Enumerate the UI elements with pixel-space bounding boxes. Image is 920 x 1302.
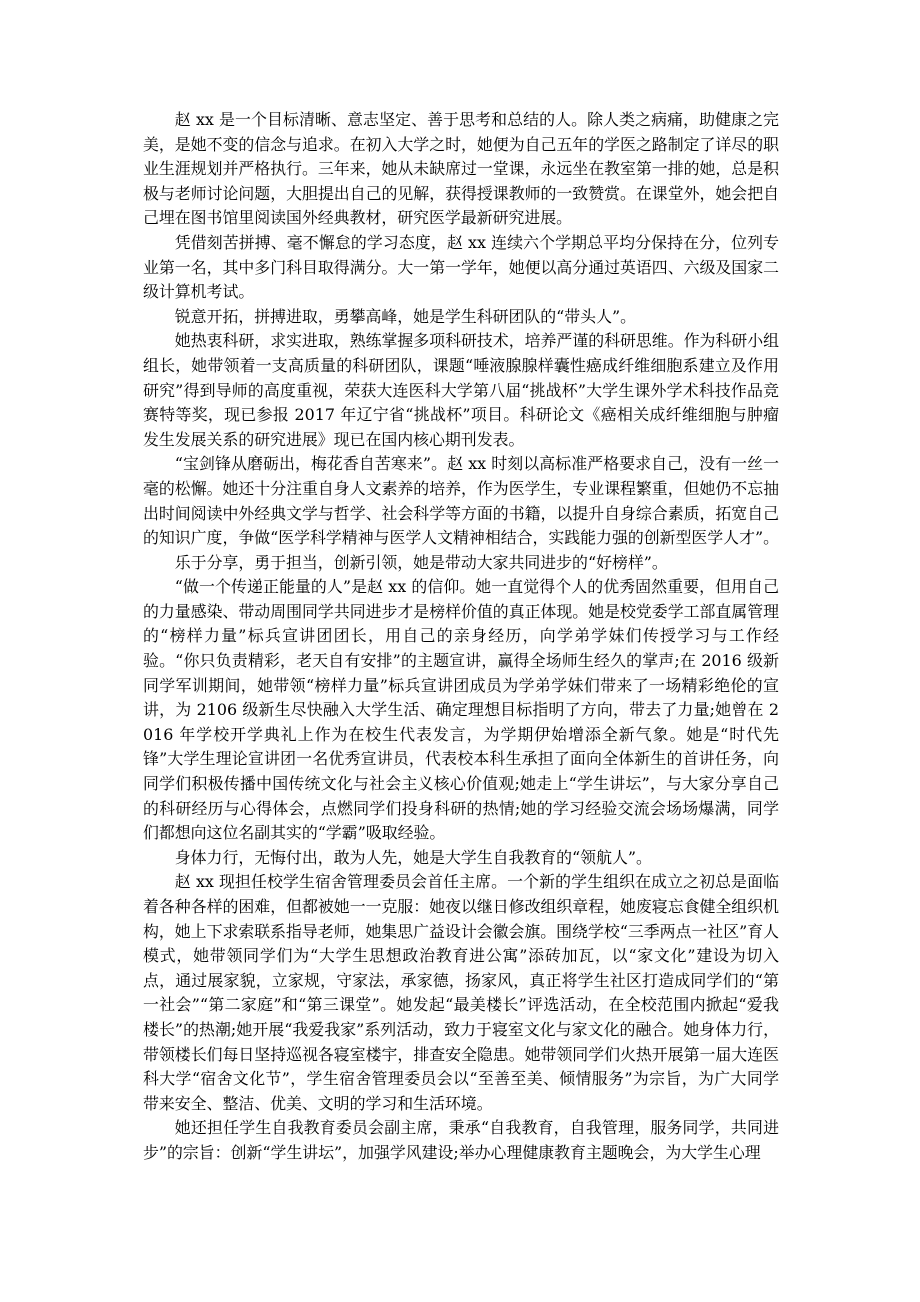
paragraph-dormitory-committee: 赵 xx 现担任校学生宿舍管理委员会首任主席。一个新的学生组织在成立之初总是面临着各种各样的困难，但都被她一一克服：她夜以继日修改组织章程，她废寝忘食健全组织机构，她上下求索联系指导老师，她集思广益设计会徽会旗。围绕学校“三季两点一社区”育人模式，她带领同学们为“大学生思想政治教育进公寓”添砖加瓦，以“家文化”建设为切入点，通过展家貌，立家规，守家法，承家德，扬家风，真正将学生社区打造成同学们的“第一社会”“第二家庭”和“第三课堂”。她发起“最美楼长”评选活动，在全校范围内掀起“爱我楼长”的热潮;她开展“我爱我家”系列活动，致力于寝室文化与家文化的融合。她身体力行，带领楼长们每日坚持巡视各寝室楼宇，排查安全隐患。她带领同学们火热开展第一届大连医科大学“宿舍文化节”，学生宿舍管理委员会以“至善至美、倾情服务”为宗旨，为广大同学带来安全、整洁、优美、文明的学习和生活环境。 [143, 872, 779, 1113]
paragraph-role-model-heading: 乐于分享，勇于担当，创新引领，她是带动大家共同进步的“好榜样”。 [174, 552, 668, 572]
paragraph-self-discipline: “宝剑锋从磨砺出，梅花香自苦寒来”。赵 xx 时刻以高标准严格要求自己，没有一丝一毫的松懈。她还十分注重自身人文素养的培养，作为医学生，专业课程繁重，但她仍不忘抽出时间阅读中外经典文学与哲学、社会科学等方面的书籍，以提升自身综合素质，拓宽自己的知识广度，争做“医学科学精神与医学人文精神相结合，实践能力强的创新型医学人才”。 [143, 454, 779, 548]
paragraph-research-heading: 锐意开拓，拼搏进取，勇攀高峰，她是学生科研团队的“带头人”。 [174, 306, 636, 326]
paragraph-role-model: “做一个传递正能量的人”是赵 xx 的信仰。她一直觉得个人的优秀固然重要，但用自己的力量感染、带动周围同学共同进步才是榜样价值的真正体现。她是校党委学工部直属管理的“榜样力量”标兵宣讲团团长，用自己的亲身经历，向学弟学妹们传授学习与工作经验。“你只负责精彩，老天自有安排”的主题宣讲，赢得全场师生经久的掌声;在 2016 级新同学军训期间，她带领“榜样力量”标兵宣讲团成员为学弟学妹们带来了一场精彩绝伦的宣讲，为 2106 级新生尽快融入大学生活、确定理想目标指明了方向，带去了力量;她曾在 2016 年学校开学典礼上作为在校生代表发言，为学期伊始增添全新气象。她是“时代先锋”大学生理论宣讲团一名优秀宣讲员，代表校本科生承担了面向全体新生的首讲任务，向同学们积极传播中国传统文化与社会主义核心价值观;她走上“学生讲坛”，与大家分享自己的科研经历与心得体会，点燃同学们投身科研的热情;她的学习经验交流会场场爆满，同学们都想向这位名副其实的“学霸”吸取经验。 [143, 577, 779, 843]
paragraph-self-education-committee: 她还担任学生自我教育委员会副主席，秉承“自我教育，自我管理，服务同学，共同进步”的宗旨：创新“学生讲坛”，加强学风建设;举办心理健康教育主题晚会，为大学生心理 [143, 1118, 779, 1162]
paragraph-leader-heading: 身体力行，无悔付出，敢为人先，她是大学生自我教育的“领航人”。 [174, 847, 652, 867]
paragraph-research: 她热衷科研，求实进取，熟练掌握多项科研技术，培养严谨的科研思维。作为科研小组组长，她带领着一支高质量的科研团队，课题“唾液腺腺样囊性癌成纤维细胞系建立及作用研究”得到导师的高度重视，荣获大连医科大学第八届“挑战杯”大学生课外学术科技作品竞赛特等奖，现已参报 2017 年辽宁省“挑战杯”项目。科研论文《癌相关成纤维细胞与肿瘤发生发展关系的研究进展》现已在国内核心期刊发表。 [143, 331, 779, 449]
document-body [143, 108, 779, 1166]
paragraph-study-goals: 赵 xx 是一个目标清晰、意志坚定、善于思考和总结的人。除人类之病痛，助健康之完美，是她不变的信念与追求。在初入大学之时，她便为自己五年的学医之路制定了详尽的职业生涯规划并严格执行。三年来，她从未缺席过一堂课，永远坐在教室第一排的她，总是积极与老师讨论问题，大胆提出自己的见解，获得授课教师的一致赞赏。在课堂外，她会把自己埋在图书馆里阅读国外经典教材，研究医学最新研究进展。 [143, 110, 779, 228]
paragraph-academic-record: 凭借刻苦拼搏、毫不懈怠的学习态度，赵 xx 连续六个学期总平均分保持在分，位列专业第一名，其中多门科目取得满分。大一第一学年，她便以高分通过英语四、六级及国家二级计算机考试。 [143, 232, 779, 302]
